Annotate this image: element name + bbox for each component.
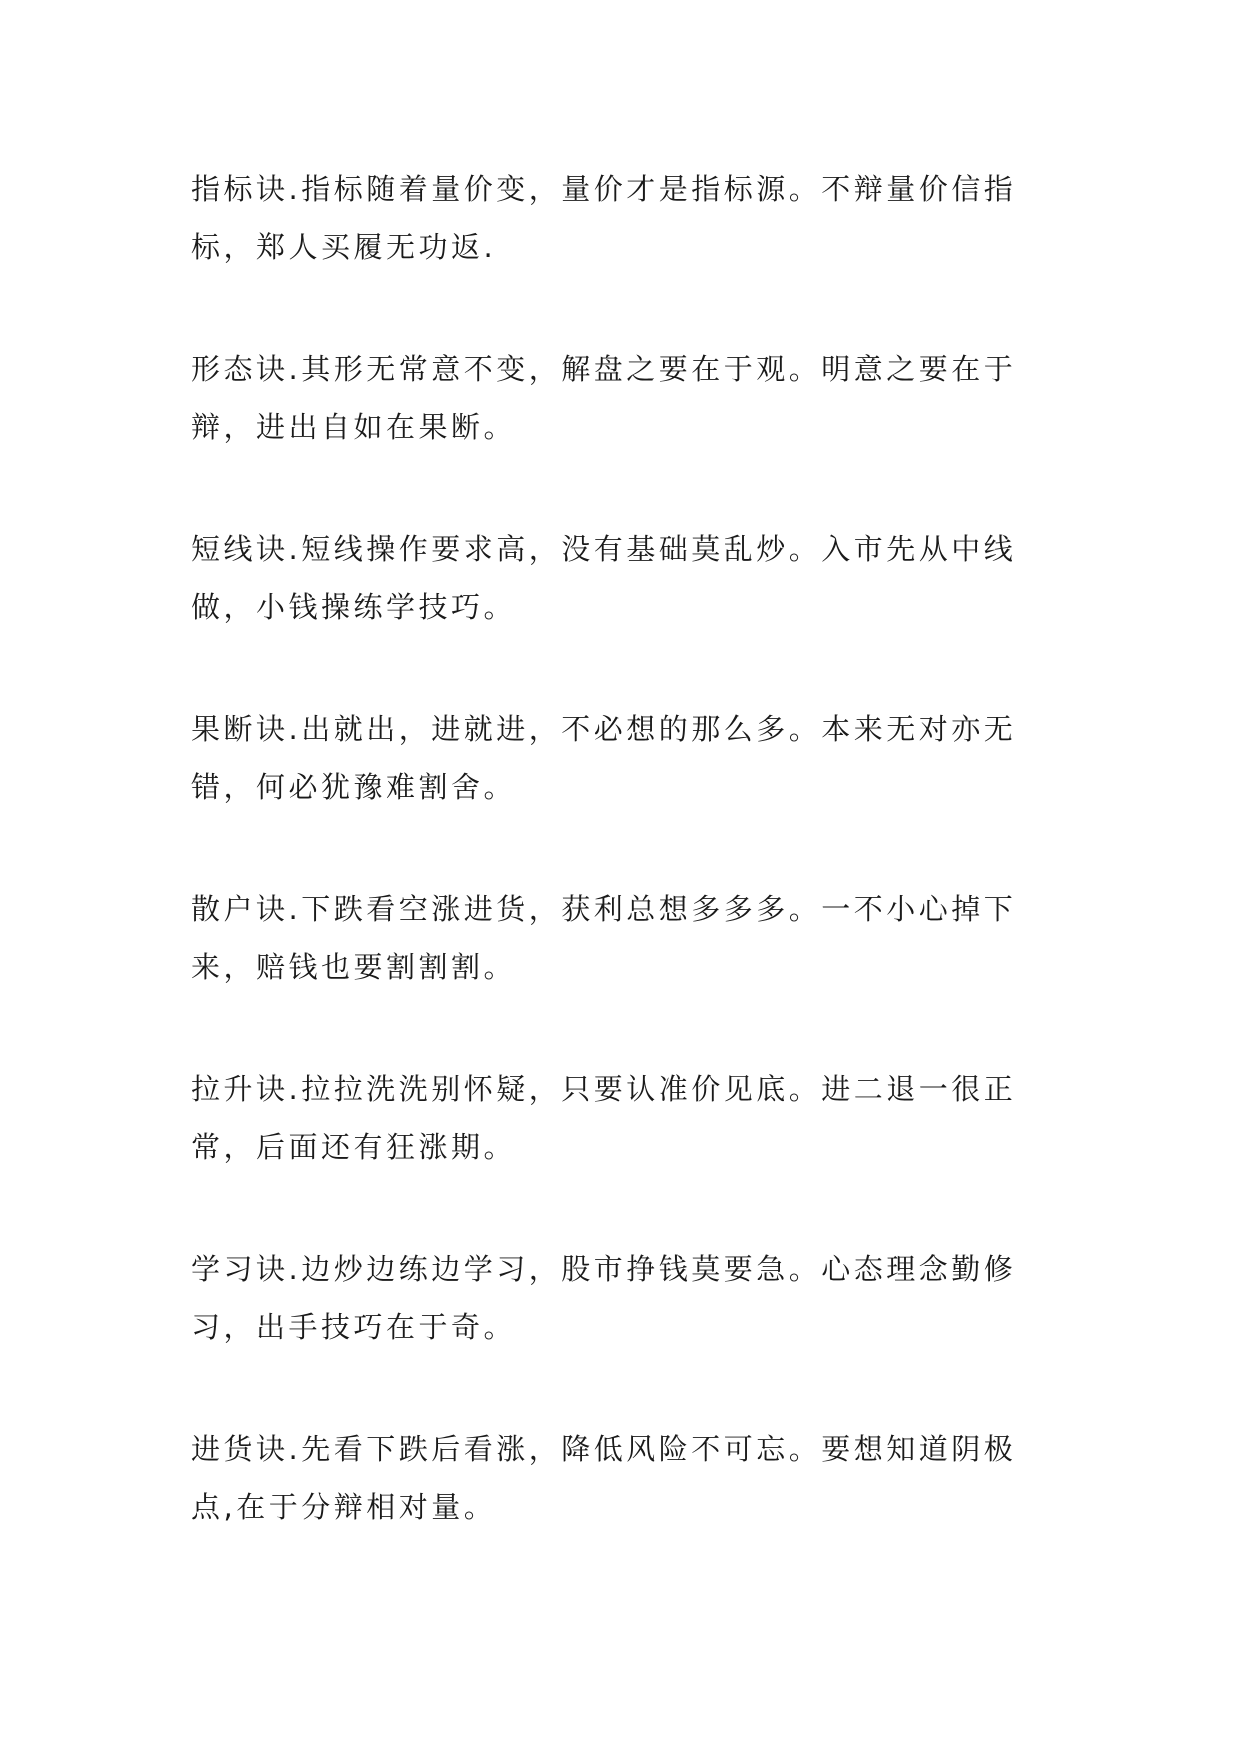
document-body — [191, 160, 1061, 1600]
paragraph-line: 进货诀.先看下跌后看涨，降低风险不可忘。要想知道阴极 — [191, 1432, 1017, 1466]
paragraph-retail-investor-verse — [191, 880, 1061, 996]
paragraph-line: 点,在于分辩相对量。 — [191, 1490, 497, 1524]
paragraph-short-term-verse — [191, 520, 1061, 636]
paragraph-line: 错，何必犹豫难割舍。 — [191, 770, 517, 804]
paragraph-rally-verse — [191, 1060, 1061, 1176]
paragraph-pattern-verse — [191, 340, 1061, 456]
paragraph-line: 拉升诀.拉拉洗洗别怀疑，只要认准价见底。进二退一很正 — [191, 1072, 1017, 1106]
paragraph-line: 短线诀.短线操作要求高，没有基础莫乱炒。入市先从中线 — [191, 532, 1017, 566]
paragraph-line: 形态诀.其形无常意不变，解盘之要在于观。明意之要在于 — [191, 352, 1017, 386]
paragraph-line: 做，小钱操练学技巧。 — [191, 590, 517, 624]
paragraph-line: 指标诀.指标随着量价变，量价才是指标源。不辩量价信指 — [191, 172, 1017, 206]
paragraph-buying-verse — [191, 1420, 1061, 1536]
paragraph-line: 来，赔钱也要割割割。 — [191, 950, 517, 984]
paragraph-indicator-verse — [191, 160, 1061, 276]
paragraph-learning-verse — [191, 1240, 1061, 1356]
paragraph-line: 学习诀.边炒边练边学习，股市挣钱莫要急。心态理念勤修 — [191, 1252, 1017, 1286]
paragraph-line: 习，出手技巧在于奇。 — [191, 1310, 517, 1344]
paragraph-line: 辩，进出自如在果断。 — [191, 410, 517, 444]
paragraph-decisive-verse — [191, 700, 1061, 816]
paragraph-line: 散户诀.下跌看空涨进货，获利总想多多多。一不小心掉下 — [191, 892, 1017, 926]
paragraph-line: 标，郑人买履无功返. — [191, 230, 497, 264]
paragraph-line: 常，后面还有狂涨期。 — [191, 1130, 517, 1164]
paragraph-line: 果断诀.出就出，进就进，不必想的那么多。本来无对亦无 — [191, 712, 1017, 746]
